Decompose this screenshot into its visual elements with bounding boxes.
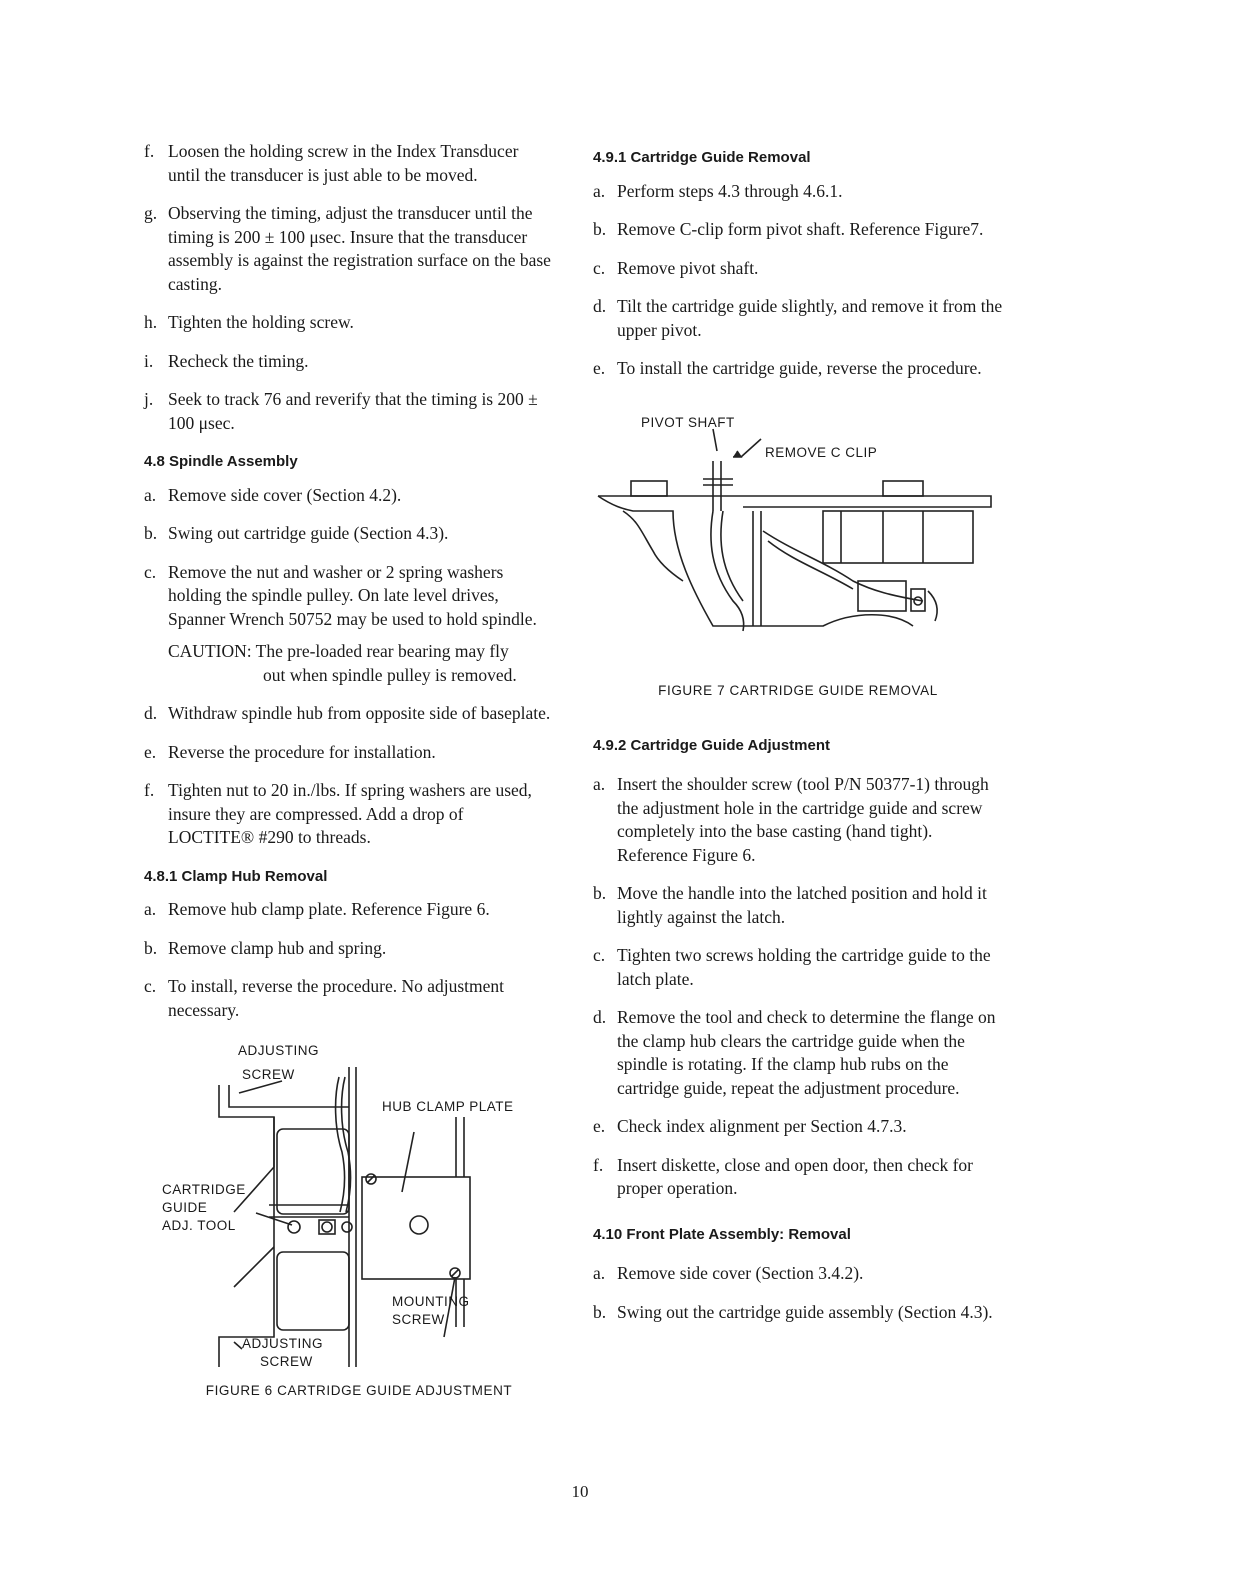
section-heading-cartridge-guide-adjustment: 4.9.2 Cartridge Guide Adjustment [593,736,830,754]
page-number: 10 [571,1482,589,1501]
list-item: e. Reverse the procedure for installation. [144,741,436,762]
section-heading-front-plate-assembly: 4.10 Front Plate Assembly: Removal [593,1225,851,1243]
figure-7-caption: FIGURE 7 CARTRIDGE GUIDE REMOVAL [658,682,938,698]
list-item: b. Remove clamp hub and spring. [144,937,387,958]
list-item: e. Check index alignment per Section 4.7.3. [593,1116,907,1136]
list-item: i. Recheck the timing. [144,350,309,371]
list-index-transducer [144,140,554,435]
figure-6 [144,1037,554,1398]
list-item: b. Swing out cartridge guide (Section 4.3). [144,523,449,543]
list-item: j. Seek to track 76 and reverify that the timing is 200 ± 100 μsec. [144,389,538,433]
label-pivot-shaft: PIVOT SHAFT [641,414,735,430]
list-item: b. Move the handle into the latched position and hold it lightly against the latch. [593,883,987,927]
list-item: c. Tighten two screws holding the cartridge guide to the latch plate. [593,945,991,989]
list-item: a. Insert the shoulder screw (tool P/N 50377-1) through the adjustment hole in the cartridge guide and screw completely into the base casting (hand tight). Reference Figure 6. [593,774,989,865]
figure-7 [593,411,1003,716]
label-adjusting-screw-top: ADJUSTING SCREW [238,1043,320,1082]
list-item: d. Remove the tool and check to determine the flange on the clamp hub clears the cartridge guide when the spindle is rotating. If the clamp hub rubs on the cartridge guide, repeat the adjustment procedure. [593,1007,996,1098]
label-adjusting-screw-bottom: ADJUSTING SCREW [242,1336,324,1369]
right-column [593,140,1003,1339]
label-cartridge-guide-adj-tool: CARTRIDGE GUIDE ADJ. TOOL [162,1182,246,1233]
list-item: a. Remove hub clamp plate. Reference Figure 6. [144,899,490,919]
list-item: b. Remove C-clip form pivot shaft. Reference Figure7. [593,219,984,239]
list-item: a. Remove side cover (Section 4.2). [144,484,402,505]
list-item: c. Remove pivot shaft. [593,257,759,278]
label-mounting-screw: MOUNTING SCREW [392,1294,470,1327]
section-heading-clamp-hub-removal: 4.8.1 Clamp Hub Removal [144,867,328,885]
list-item: c. To install, reverse the procedure. No adjustment necessary. [144,976,505,1020]
caution-note: CAUTION: The pre-loaded rear bearing may fly out when spindle pulley is removed. [168,641,517,685]
list-item: f. Insert diskette, close and open door, then check for proper operation. [593,1154,973,1198]
label-remove-c-clip: REMOVE C CLIP [765,444,878,460]
list-item: d. Withdraw spindle hub from opposite side of baseplate. [144,703,551,723]
left-column [144,140,554,1398]
list-item: e. To install the cartridge guide, reverse the procedure. [593,358,982,378]
list-item: a. Perform steps 4.3 through 4.6.1. [593,180,843,201]
section-heading-spindle-assembly: 4.8 Spindle Assembly [144,453,298,470]
list-item: f. Loosen the holding screw in the Index Transducer until the transducer is just able to be moved. [144,141,519,185]
list-item: f. Tighten nut to 20 in./lbs. If spring washers are used, insure they are compressed. Add a drop of LOCTITE® #290 to threads. [144,780,532,847]
section-heading-cartridge-guide-removal: 4.9.1 Cartridge Guide Removal [593,149,811,166]
list-item: g. Observing the timing, adjust the transducer until the timing is 200 ± 100 μsec. Insure that the transducer assembly is against the registration surface on the base casting. [144,203,551,294]
list-item: h. Tighten the holding screw. [144,312,354,332]
list-item: b. Swing out the cartridge guide assembly (Section 4.3). [593,1301,993,1322]
list-item: c. Remove the nut and washer or 2 spring washers holding the spindle pulley. On late level drives, Spanner Wrench 50752 may be used to hold spindle. [144,561,537,629]
list-item: a. Remove side cover (Section 3.4.2). [593,1263,864,1283]
list-item: d. Tilt the cartridge guide slightly, and remove it from the upper pivot. [593,296,1003,340]
label-hub-clamp-plate: HUB CLAMP PLATE [382,1099,514,1114]
figure-6-caption: FIGURE 6 CARTRIDGE GUIDE ADJUSTMENT [205,1383,513,1398]
